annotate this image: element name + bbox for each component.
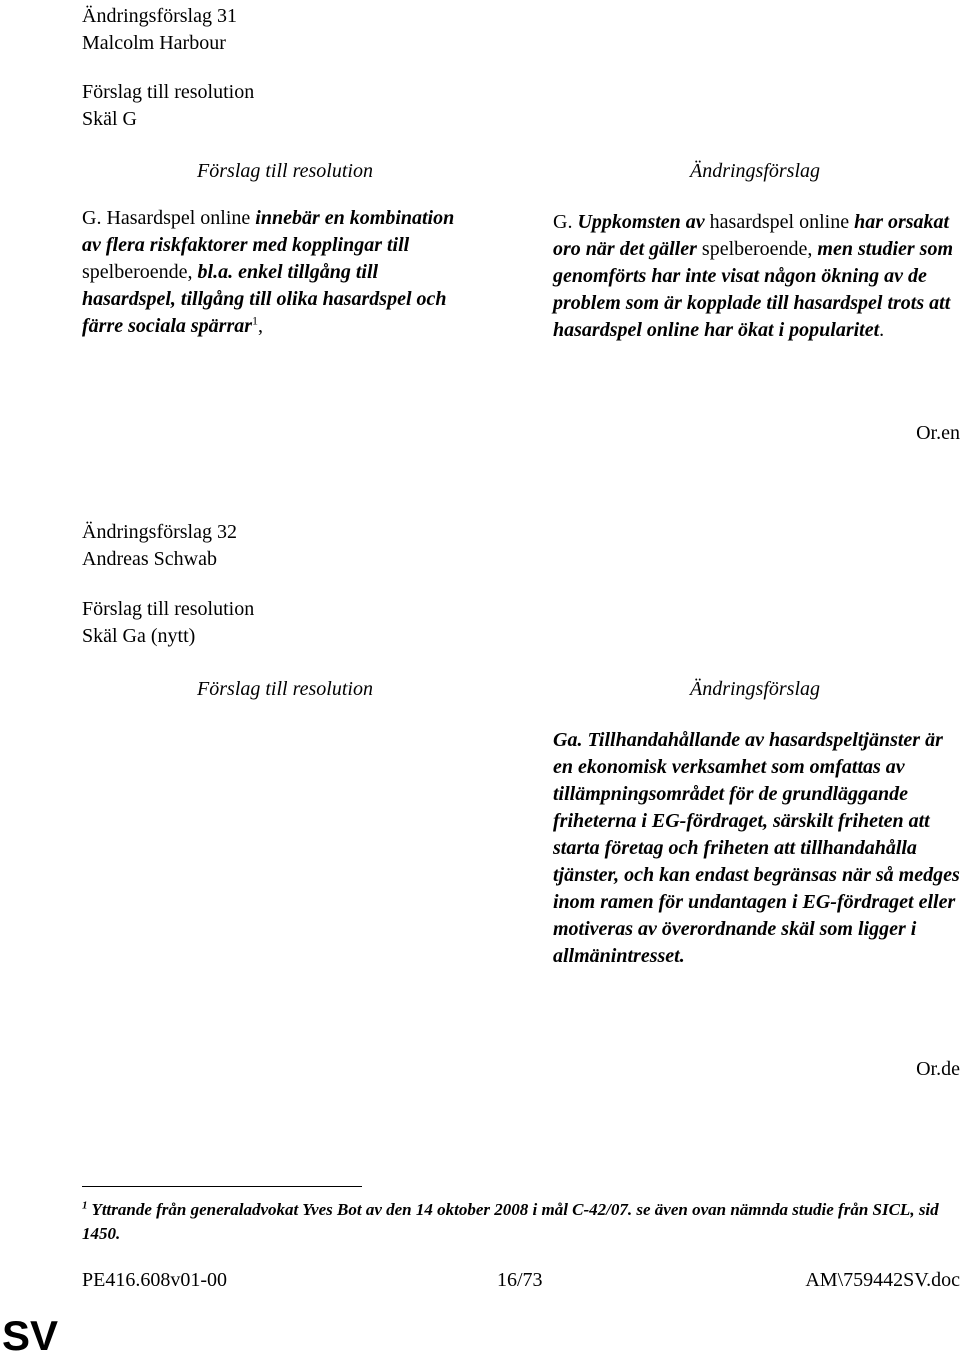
amendment-32-target: [82, 596, 254, 650]
amendment-text-32: Ga. Tillhandahållande av hasardspeltjänster är en ekonomisk verksamhet som omfattas av tillämpningsområdet för de grundläggande friheterna i EG-fördraget, särskilt friheten att starta företag och friheten att tillhandahålla tjänster, och kan endast begränsas när så medges inom ramen för undantagen i EG-fördraget eller motiveras av överordnande skäl som ligger i allmänintresset.: [553, 729, 960, 967]
footnote-number: 1: [82, 1199, 88, 1212]
doc-type: Förslag till resolution: [82, 598, 255, 620]
footnote-ref: 1: [252, 313, 259, 328]
amendment-author: Malcolm Harbour: [82, 32, 226, 54]
doc-type: Förslag till resolution: [82, 81, 255, 103]
footnote: [82, 1198, 952, 1246]
amendment-author: Andreas Schwab: [82, 548, 217, 570]
column-header-original: Förslag till resolution: [197, 678, 373, 700]
amendment-title: Ändringsförslag 32: [82, 521, 237, 543]
original-language-32: Or.de: [916, 1058, 960, 1080]
amendment-31-target: [82, 79, 254, 133]
column-header-amendment: Ändringsförslag: [689, 678, 821, 700]
amendment-title: Ändringsförslag 31: [82, 5, 237, 27]
section-ref: Skäl G: [82, 108, 137, 130]
footer-file-name: AM\759442SV.doc: [805, 1269, 960, 1291]
language-mark: SV: [2, 1312, 59, 1359]
original-text-31: G. Hasardspel online innebär en kombination av flera riskfaktorer med kopplingar till spelberoende, bl.a. enkel tillgång till hasardspel, tillgång till olika hasardspel och färre sociala spärrar$^1$,: [82, 207, 455, 337]
footnote-divider: [82, 1186, 362, 1187]
footnote-text: Yttrande från generaladvokat Yves Bot av den 14 oktober 2008 i mål C-42/07. se även ovan nämnda studie från SICL, sid 1450.: [82, 1200, 939, 1243]
footer-page-number: 16/73: [497, 1269, 543, 1291]
section-ref: Skäl Ga (nytt): [82, 625, 196, 647]
column-header-amendment: Ändringsförslag: [689, 160, 821, 182]
amendment-text-31: G. Uppkomsten av hasardspel online har orsakat oro när det gäller spelberoende, men studier som genomförts har inte visat någon ökning av de problem som är kopplade till hasardspel trots att hasardspel online har ökat i popularitet.: [553, 211, 953, 341]
original-language-31: Or.en: [916, 422, 960, 444]
footer-doc-ref: PE416.608v01-00: [82, 1269, 227, 1291]
column-header-original: Förslag till resolution: [197, 160, 373, 182]
amendment-31-block: [82, 3, 237, 57]
amendment-32-block: [82, 519, 237, 573]
